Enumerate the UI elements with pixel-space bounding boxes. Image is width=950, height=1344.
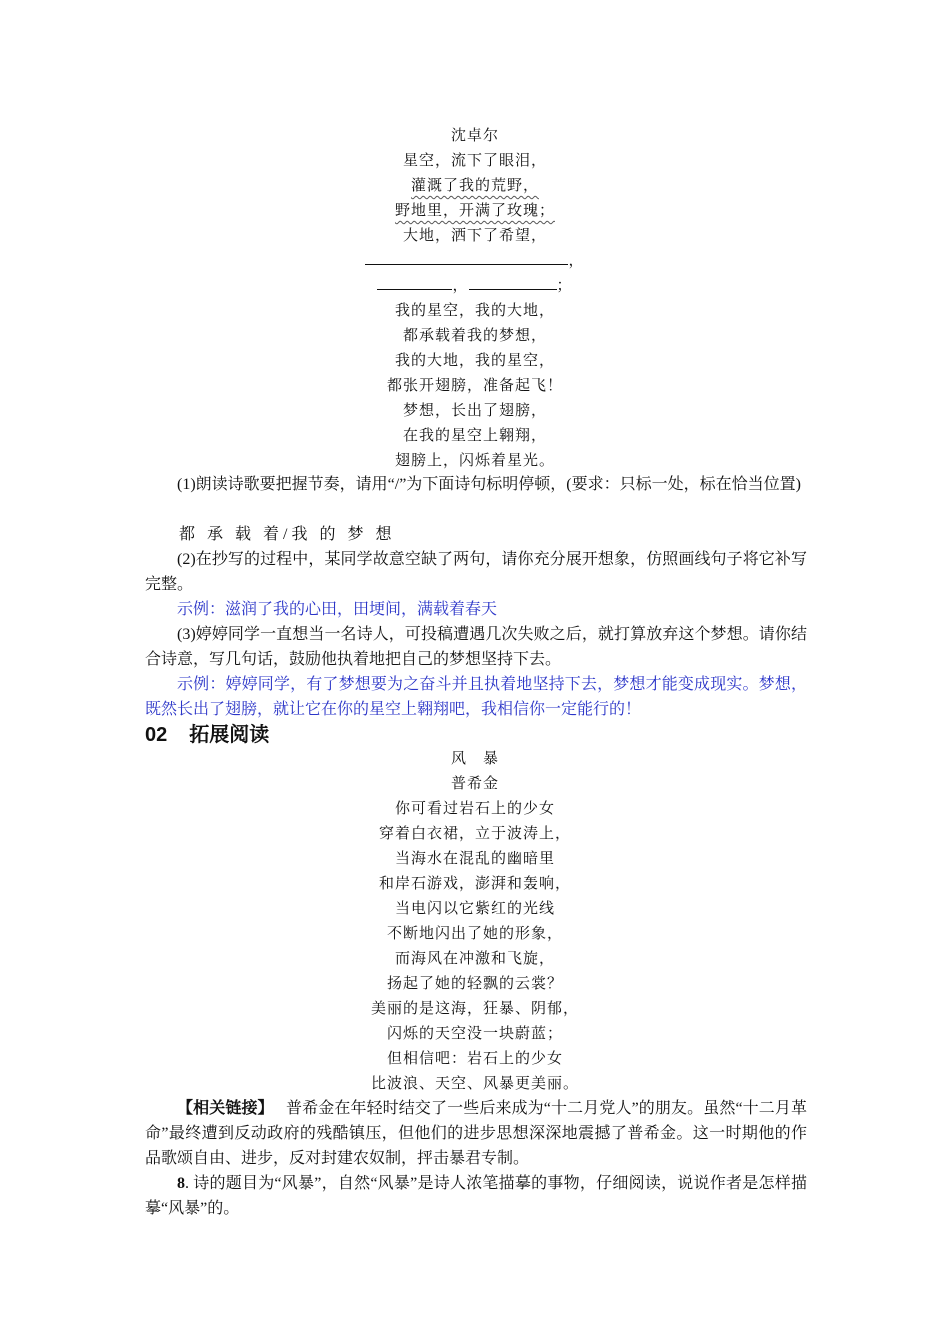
poem-2-line: 而海风在冲激和飞旋， bbox=[394, 949, 555, 967]
related-link bbox=[145, 1096, 807, 1171]
question-8-number: 8 bbox=[177, 1175, 185, 1192]
poem-1-line: 都承载着我的梦想， bbox=[402, 326, 547, 344]
question-8-text: . 诗的题目为“风暴”，自然“风暴”是诗人浓笔描摹的事物，仔细阅读，说说作者是怎样描摹“风暴”的。 bbox=[145, 1175, 807, 1217]
blank-line-2: ， ； bbox=[0, 273, 950, 298]
poem-2-line: 和岸石游戏，澎湃和轰响， bbox=[378, 874, 571, 892]
answer-blank bbox=[365, 250, 568, 265]
question-3-answer: 示例：婷婷同学，有了梦想要为之奋斗并且执着地坚持下去，梦想才能变成现实。梦想，既然长出了翅膀，就让它在你的星空上翱翔吧，我相信你一定能行的！ bbox=[145, 676, 807, 718]
poem-1-line: 都张开翅膀，准备起飞！ bbox=[386, 376, 563, 394]
answer-blank bbox=[377, 275, 452, 290]
poem-2-line: 闪烁的天空没一块蔚蓝； bbox=[386, 1024, 563, 1042]
poem-2-author: 普希金 bbox=[450, 774, 499, 792]
question-1: (1)朗读诗歌要把握节奏，请用“/”为下面诗句标明停顿，(要求：只标一处，标在恰当位置) bbox=[177, 476, 801, 493]
blank-line-1: ， bbox=[0, 248, 950, 273]
poem-2-line: 扬起了她的轻飘的云裳？ bbox=[386, 974, 563, 992]
question-8 bbox=[145, 1171, 807, 1221]
poem-2-line: 你可看过岩石上的少女 bbox=[394, 799, 555, 817]
related-link-label: 【相关链接】 bbox=[177, 1100, 274, 1117]
answer-blank bbox=[469, 275, 557, 290]
poem-1-line: 梦想，长出了翅膀， bbox=[402, 401, 547, 419]
poem-1-author: 沈卓尔 bbox=[450, 126, 499, 144]
poem-1-line: 星空，流下了眼泪， bbox=[402, 151, 547, 169]
section-title: 拓展阅读 bbox=[189, 724, 270, 746]
poem-2-title: 风 暴 bbox=[450, 749, 499, 767]
poem-1 bbox=[0, 123, 950, 473]
poem-2-line: 当海水在混乱的幽暗里 bbox=[394, 849, 555, 867]
poem-2-line: 但相信吧：岩石上的少女 bbox=[386, 1049, 563, 1067]
poem-2-line: 不断地闪出了她的形象， bbox=[386, 924, 563, 942]
section-heading bbox=[145, 721, 269, 749]
poem-1-line: 大地，洒下了希望， bbox=[402, 226, 547, 244]
question-2-answer: 示例：滋润了我的心田，田埂间，满载着春天 bbox=[177, 601, 498, 618]
section-number: 02 bbox=[145, 724, 168, 746]
poem-1-line bbox=[0, 173, 950, 198]
poem-1-line: 翅膀上，闪烁着星光。 bbox=[394, 451, 555, 469]
poem-2-line: 比波浪、天空、风暴更美丽。 bbox=[370, 1074, 579, 1092]
question-1-answer: 都 承 载 着/我 的 梦 想 bbox=[179, 526, 396, 543]
question-2: (2)在抄写的过程中，某同学故意空缺了两句，请你充分展开想象，仿照画线句子将它补写完整。 bbox=[145, 551, 807, 593]
poem-1-line: 我的星空，我的大地， bbox=[394, 301, 555, 319]
poem-2 bbox=[0, 746, 950, 1096]
wavy-underlined-line: 灌溉了我的荒野， bbox=[410, 176, 539, 194]
related-link-text: 普希金在年轻时结交了一些后来成为“十二月党人”的朋友。虽然“十二月革命”最终遭到反动政府的残酷镇压，但他们的进步思想深深地震撼了普希金。这一时期他的作品歌颂自由、进步，反对封建农奴制，抨击暴君专制。 bbox=[145, 1100, 807, 1167]
wavy-underlined-line: 野地里，开满了玫瑰； bbox=[394, 201, 555, 219]
poem-2-line: 穿着白衣裙，立于波涛上， bbox=[378, 824, 571, 842]
poem-1-line: 在我的星空上翱翔， bbox=[402, 426, 547, 444]
question-3: (3)婷婷同学一直想当一名诗人，可投稿遭遇几次失败之后，就打算放弃这个梦想。请你结合诗意，写几句话，鼓励他执着地把自己的梦想坚持下去。 bbox=[145, 626, 807, 668]
poem-2-line: 美丽的是这海，狂暴、阴郁， bbox=[370, 999, 579, 1017]
poem-1-line: 我的大地，我的星空， bbox=[394, 351, 555, 369]
poem-2-line: 当电闪以它紫红的光线 bbox=[394, 899, 555, 917]
poem-1-line bbox=[0, 198, 950, 223]
